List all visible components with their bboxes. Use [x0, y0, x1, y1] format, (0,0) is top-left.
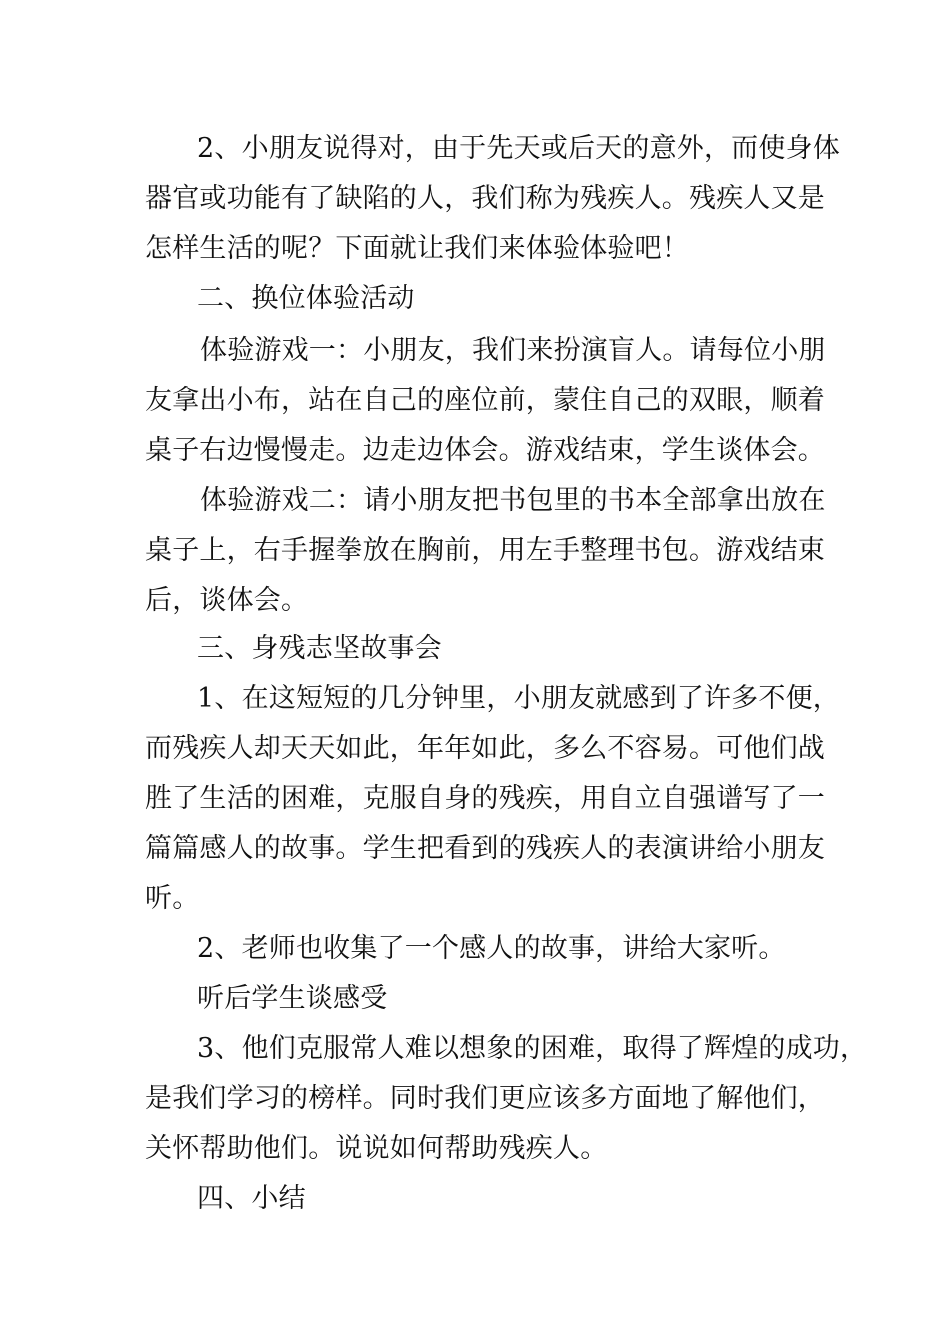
story-1-line-5: 听。	[145, 883, 200, 914]
game-2-line-1: 体验游戏二：请小朋友把书包里的书本全部拿出放在	[200, 485, 826, 516]
section-heading-3: 三、身残志坚故事会	[197, 633, 442, 664]
game-1-line-2: 友拿出小布，站在自己的座位前，蒙住自己的双眼，顺着	[145, 385, 825, 416]
story-1-line-1: 1、在这短短的几分钟里，小朋友就感到了许多不便，	[197, 683, 840, 714]
story-1-line-3: 胜了生活的困难，克服自身的残疾，用自立自强谱写了一	[145, 783, 825, 814]
story-1-line-4: 篇篇感人的故事。学生把看到的残疾人的表演讲给小朋友	[145, 833, 825, 864]
game-1-line-3: 桌子右边慢慢走。边走边体会。游戏结束，学生谈体会。	[145, 435, 825, 466]
story-3-line-3: 关怀帮助他们。说说如何帮助残疾人。	[145, 1133, 608, 1164]
story-3-line-1: 3、他们克服常人难以想象的困难，取得了辉煌的成功，	[197, 1033, 868, 1064]
paragraph-2-line-3: 怎样生活的呢？下面就让我们来体验体验吧！	[145, 233, 689, 264]
section-heading-4: 四、小结	[197, 1183, 306, 1214]
story-2-line-1: 2、老师也收集了一个感人的故事，讲给大家听。	[197, 933, 786, 964]
game-2-line-2: 桌子上，右手握拳放在胸前，用左手整理书包。游戏结束	[145, 535, 825, 566]
section-heading-2: 二、换位体验活动	[197, 283, 415, 314]
story-3-line-2: 是我们学习的榜样。同时我们更应该多方面地了解他们，	[145, 1083, 825, 1114]
paragraph-2-line-1: 2、小朋友说得对，由于先天或后天的意外，而使身体	[197, 133, 840, 164]
story-1-line-2: 而残疾人却天天如此，年年如此，多么不容易。可他们战	[145, 733, 825, 764]
paragraph-2-line-2: 器官或功能有了缺陷的人，我们称为残疾人。残疾人又是	[145, 183, 825, 214]
game-1-line-1: 体验游戏一：小朋友，我们来扮演盲人。请每位小朋	[200, 335, 826, 366]
game-2-line-3: 后，谈体会。	[145, 585, 309, 616]
after-listening-line: 听后学生谈感受	[197, 983, 388, 1014]
